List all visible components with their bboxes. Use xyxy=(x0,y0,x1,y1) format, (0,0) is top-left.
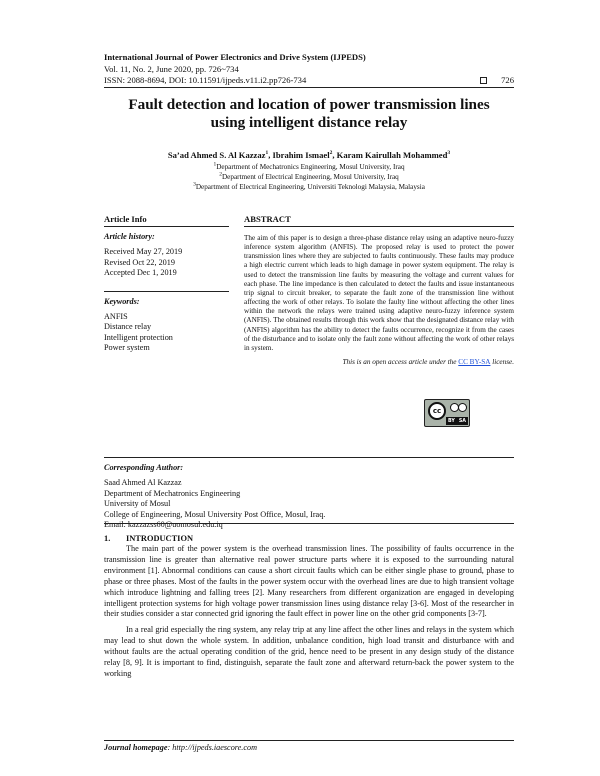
footer-rule xyxy=(104,740,514,741)
cc-sa-label: SA xyxy=(458,418,466,424)
paper-title: Fault detection and location of power transmission lines using intelligent distance relay xyxy=(128,96,490,131)
info-divider xyxy=(104,291,229,292)
share-alike-icon xyxy=(458,403,467,412)
author-1: Sa’ad Ahmed S. Al Kazzaz xyxy=(167,150,266,160)
article-info xyxy=(104,214,229,354)
corr-email: Email: kazzazss60@uomosul.edu.iq xyxy=(104,520,223,530)
cc-by-label: BY xyxy=(447,418,455,424)
corr-university: University of Mosul xyxy=(104,499,171,509)
journal-header xyxy=(104,52,514,87)
keyword: Power system xyxy=(104,343,150,352)
author-list: Sa’ad Ahmed S. Al Kazzaz$^1$, Ibrahim Ismael$^2$, Karam Kairullah Mohammed$^3$ xyxy=(167,150,451,160)
history-revised: Revised Oct 22, 2019 xyxy=(104,257,175,267)
keyword: Distance relay xyxy=(104,322,152,331)
abstract-section xyxy=(244,214,514,366)
journal-homepage-footer: Journal homepage: http://ijpeds.iaescore.com xyxy=(104,743,257,752)
corresponding-author xyxy=(104,463,514,531)
keywords-label: Keywords: xyxy=(104,296,140,306)
page-box-icon xyxy=(480,77,487,84)
license-link[interactable]: CC BY-SA xyxy=(458,358,491,367)
cc-by-sa-badge[interactable] xyxy=(424,399,470,427)
keywords-list xyxy=(104,312,229,354)
volume-line: Vol. 11, No. 2, June 2020, pp. 726~734 xyxy=(104,63,239,74)
history-accepted: Accepted Dec 1, 2019 xyxy=(104,268,177,277)
introduction-section xyxy=(104,534,514,680)
section-rule xyxy=(104,457,514,458)
affiliation-2: $^2$Department of Electrical Engineering, Mosul University, Iraq xyxy=(219,171,399,181)
history-list xyxy=(104,247,229,279)
keyword: Intelligent protection xyxy=(104,332,173,342)
author-3: Karam Kairullah Mohammed xyxy=(336,150,448,160)
section-rule xyxy=(104,523,514,524)
affiliation-1: $^1$Department of Mechatronics Engineering, Mosul University, Iraq xyxy=(213,161,405,171)
abstract-heading: ABSTRACT xyxy=(244,214,514,227)
keyword: ANFIS xyxy=(104,311,128,321)
header-rule xyxy=(104,87,514,88)
author-2: Ibrahim Ismael xyxy=(272,150,330,160)
affiliations xyxy=(104,162,514,192)
affiliation-3: $^3$Department of Electrical Engineering, Universiti Teknologi Malaysia, Malaysia xyxy=(193,181,425,191)
intro-paragraph: In a real grid especially the ring system, any relay trip at any line affect the other lines and relays in the system which may lead to shut down the whole system. In addition, unbalance condition, high load transit and disturbance with and without faults are the actual operating condition of the grid, hence need to be present in any design study of the distance relay [8, 9]. It is important to find, distinguish, separate the fault zone and afterward return-back the power system to the working xyxy=(104,625,514,678)
corr-name: Saad Ahmed Al Kazzaz xyxy=(104,478,182,487)
corr-department: Department of Mechatronics Engineering xyxy=(104,488,241,498)
page-number: 726 xyxy=(501,75,514,85)
corr-address: College of Engineering, Mosul University Post Office, Mosul, Iraq. xyxy=(104,509,326,519)
history-received: Received May 27, 2019 xyxy=(104,247,183,256)
cc-icon: cc xyxy=(428,402,446,420)
abstract-text: The aim of this paper is to design a three-phase distance relay using an adaptive neuro-fuzzy inference system algorithm (ANFIS). The proposed relay is used to protect the power transmission lines where they are subjected to faults continuously. These faults may produce a high electric current which leads to high damage in power system equipment. The relay is used to detect the transmission line faults by measuring the voltage and current values for each phase. The line impedance is then calculated to detect the faults and issue instantaneous trip signal to circuit breaker, to separate the fault zone of the transmission line without affecting the work of other relays. To isolate the faulty line without affecting the other lines within the network the relays were trained using adaptive neuro-fuzzy inference system (ANFIS). The obtained results through this work show that the designated distance relay with (ANFIS) algorithm has the ability to detect the faults occurrence, recognize it from the cases of the disturbance and to isolate only the fault zone without affecting the work of other relays in system. xyxy=(244,234,514,352)
issn-doi-line: ISSN: 2088-8694, DOI: 10.11591/ijpeds.v11.i2.pp726-734 xyxy=(104,75,307,85)
article-info-heading: Article Info xyxy=(104,214,229,227)
corresponding-label: Corresponding Author: xyxy=(104,463,184,472)
open-access-note: This is an open access article under the CC BY-SA license. xyxy=(342,358,514,367)
homepage-link[interactable]: http://ijpeds.iaescore.com xyxy=(172,743,257,752)
introduction-heading: 1. INTRODUCTION xyxy=(104,534,194,543)
journal-name: International Journal of Power Electronics and Drive System (IJPEDS) xyxy=(104,52,366,62)
intro-paragraph: The main part of the power system is the overhead transmission lines. The possibility of faults occurrence in the transmission line is greater than alternative real power structure parts where it is exposed to the surrounding natural environment [1]. Abnormal conditions can cause a short circuit faults which can be either single phase to ground, phase to phase or three phases. Most of the faults in the power system occur with the overhead lines are due to high transient voltage which introduce lightning and falling trees [2]. Many researchers from different organization are engaged in developing intelligent protection systems for high voltage power transmission lines using distance relay [3-6]. Most of the researcher in their studies consider a star connected grid ignoring the fault effect in power line on the other grid components [3-7]. xyxy=(104,544,514,619)
history-label: Article history: xyxy=(104,232,155,241)
